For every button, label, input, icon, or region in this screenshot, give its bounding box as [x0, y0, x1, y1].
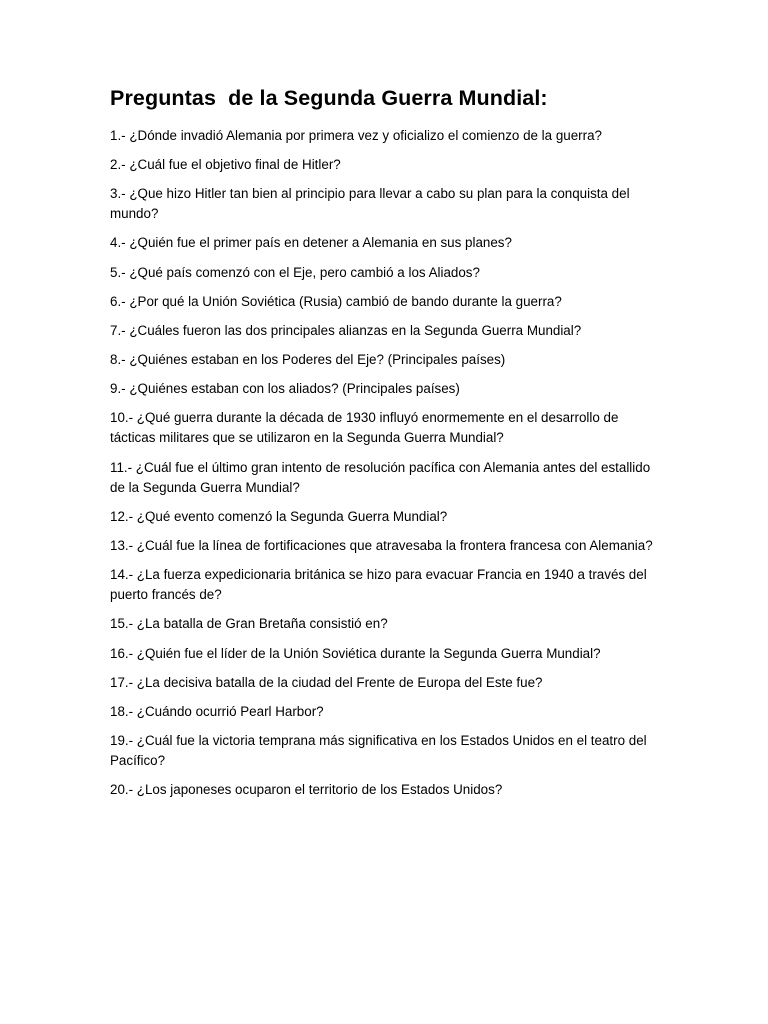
- question-item: 14.- ¿La fuerza expedicionaria británica se hizo para evacuar Francia en 1940 a través del puerto francés de?: [110, 567, 647, 603]
- question-item: 19.- ¿Cuál fue la victoria temprana más significativa en los Estados Unidos en el teatro del Pacífico?: [110, 733, 647, 769]
- question-item: 9.- ¿Quiénes estaban con los aliados? (Principales países): [110, 381, 460, 397]
- question-item: 4.- ¿Quién fue el primer país en detener a Alemania en sus planes?: [110, 235, 512, 251]
- question-item: 15.- ¿La batalla de Gran Bretaña consistió en?: [110, 616, 388, 632]
- question-item: 8.- ¿Quiénes estaban en los Poderes del Eje? (Principales países): [110, 352, 506, 368]
- question-item: 3.- ¿Que hizo Hitler tan bien al principio para llevar a cabo su plan para la conquista del mundo?: [110, 186, 630, 222]
- question-item: 18.- ¿Cuándo ocurrió Pearl Harbor?: [110, 703, 324, 719]
- question-item: 20.- ¿Los japoneses ocuparon el territorio de los Estados Unidos?: [110, 782, 503, 798]
- question-item: 6.- ¿Por qué la Unión Soviética (Rusia) cambió de bando durante la guerra?: [110, 293, 562, 309]
- question-item: 2.- ¿Cuál fue el objetivo final de Hitler?: [110, 156, 341, 172]
- question-item: 7.- ¿Cuáles fueron las dos principales alianzas en la Segunda Guerra Mundial?: [110, 322, 582, 338]
- question-item: 1.- ¿Dónde invadió Alemania por primera vez y oficializo el comienzo de la guerra?: [110, 127, 602, 143]
- question-list: [110, 126, 665, 801]
- question-item: 10.- ¿Qué guerra durante la década de 1930 influyó enormemente en el desarrollo de tácticas militares que se utilizaron en la Segunda Guerra Mundial?: [110, 410, 619, 446]
- question-item: 13.- ¿Cuál fue la línea de fortificaciones que atravesaba la frontera francesa con Alemania?: [110, 538, 653, 554]
- question-item: 17.- ¿La decisiva batalla de la ciudad del Frente de Europa del Este fue?: [110, 674, 543, 690]
- question-item: 16.- ¿Quién fue el líder de la Unión Soviética durante la Segunda Guerra Mundial?: [110, 645, 601, 661]
- question-item: 5.- ¿Qué país comenzó con el Eje, pero cambió a los Aliados?: [110, 264, 480, 280]
- document-page: [110, 86, 665, 810]
- question-item: 11.- ¿Cuál fue el último gran intento de resolución pacífica con Alemania antes del estallido de la Segunda Guerra Mundial?: [110, 459, 651, 495]
- question-item: 12.- ¿Qué evento comenzó la Segunda Guerra Mundial?: [110, 508, 448, 524]
- document-title: Preguntas de la Segunda Guerra Mundial:: [110, 86, 548, 110]
